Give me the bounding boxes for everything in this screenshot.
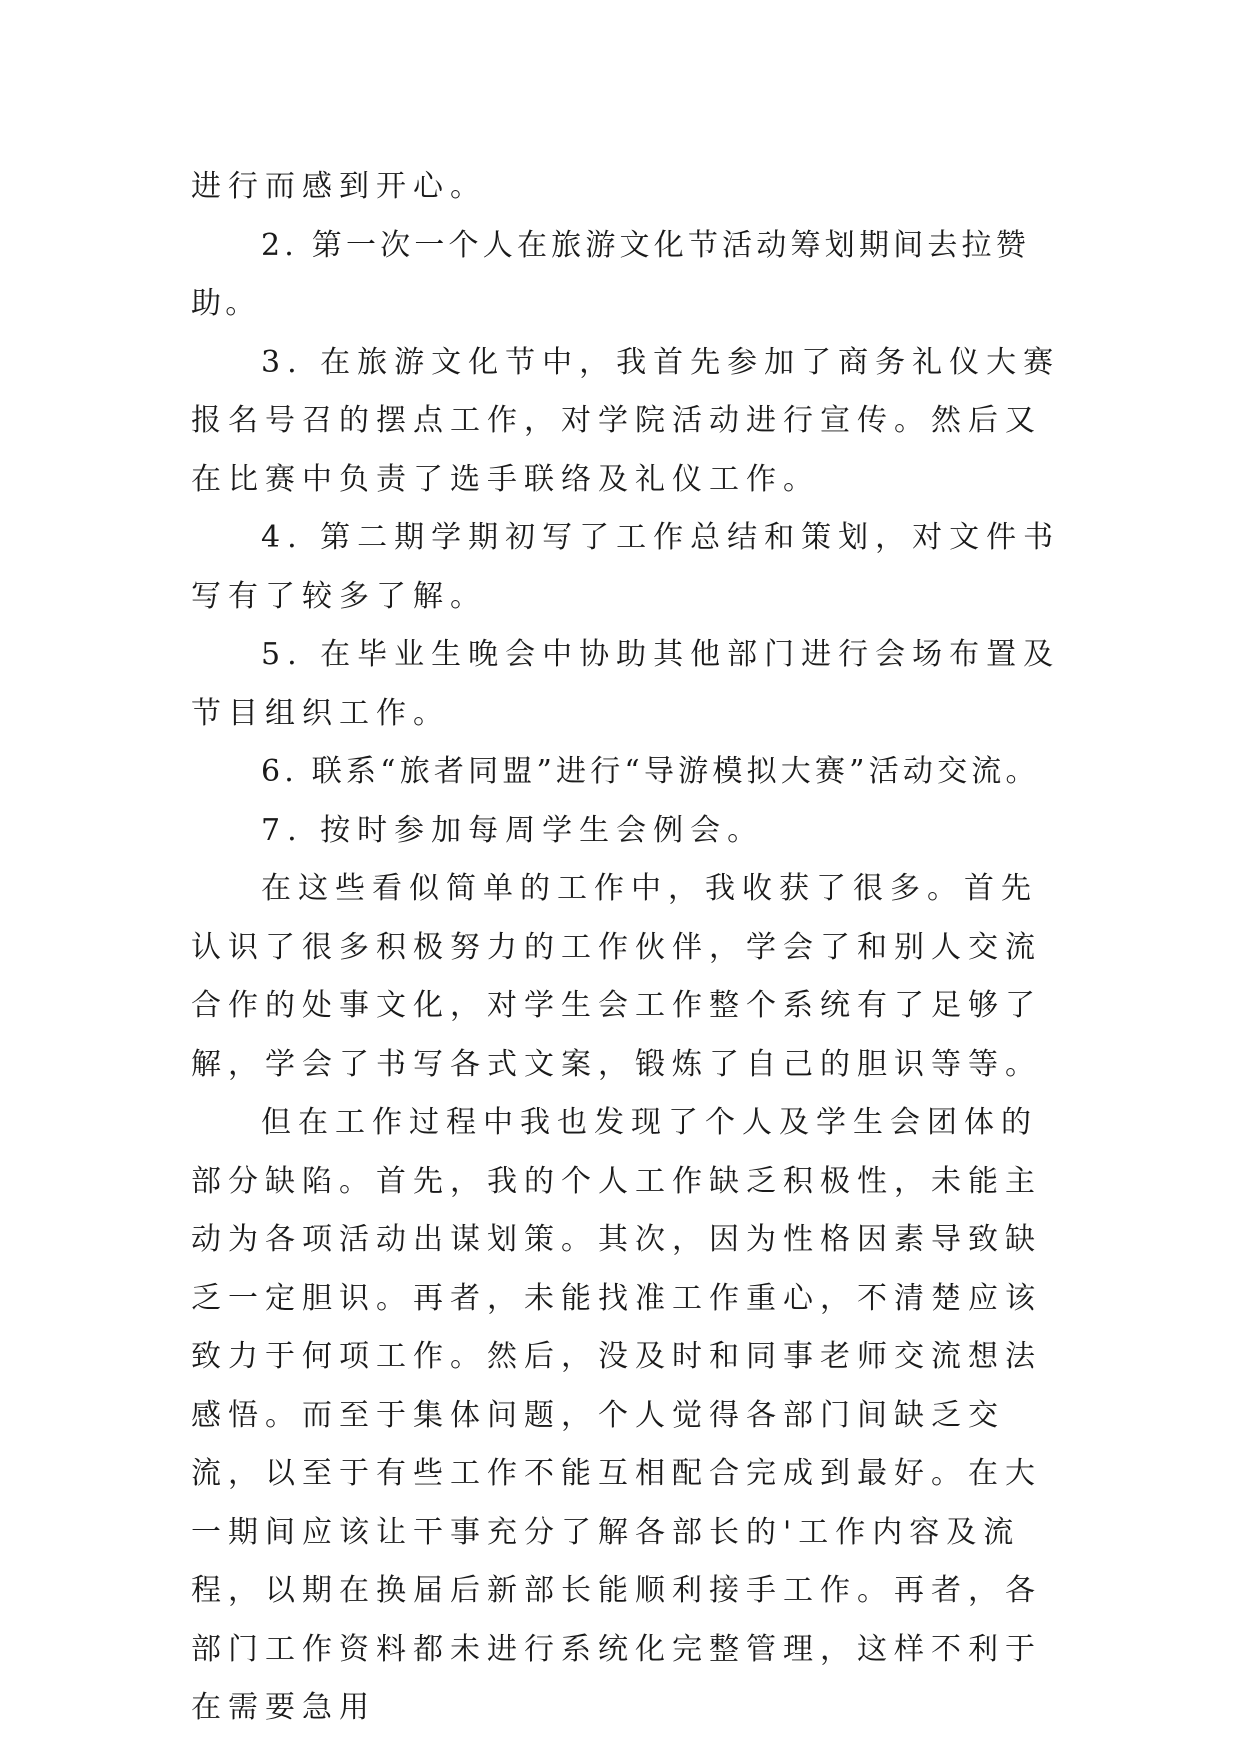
paragraph-continuation: 进行而感到开心。 bbox=[191, 169, 487, 204]
list-item-5: 5. 在毕业生晚会中协助其他部门进行会场布置及节目组织工作。 bbox=[191, 637, 1061, 731]
list-item-3: 3. 在旅游文化节中，我首先参加了商务礼仪大赛报名号召的摆点工作，对学院活动进行宣传。然后又在比赛中负责了选手联络及礼仪工作。 bbox=[191, 344, 1061, 497]
list-item-6: 6. 联系“旅者同盟”进行“导游模拟大赛”活动交流。 bbox=[261, 754, 1040, 789]
list-item-4: 4. 第二期学期初写了工作总结和策划，对文件书写有了较多了解。 bbox=[191, 520, 1061, 614]
list-item-7: 7. 按时参加每周学生会例会。 bbox=[261, 812, 765, 848]
paragraph-gains: 在这些看似简单的工作中，我收获了很多。首先认识了很多积极努力的工作伙伴，学会了和别人交流合作的处事文化，对学生会工作整个系统有了足够了解，学会了书写各式文案，锻炼了自己的胆识等等。 bbox=[191, 871, 1042, 1082]
document-body bbox=[191, 158, 1061, 1738]
paragraph-shortcomings: 但在工作过程中我也发现了个人及学生会团体的部分缺陷。首先，我的个人工作缺乏积极性，未能主动为各项活动出谋划策。其次，因为性格因素导致缺乏一定胆识。再者，未能找准工作重心，不清楚应该致力于何项工作。然后，没及时和同事老师交流想法感悟。而至于集体问题，个人觉得各部门间缺乏交流，以至于有些工作不能互相配合完成到最好。在大一期间应该让干事充分了解各部长的'工作内容及流程，以期在换届后新部长能顺利接手工作。再者，各部门工作资料都未进行系统化完整管理，这样不利于在需要急用 bbox=[191, 1105, 1042, 1725]
list-item-2: 2. 第一次一个人在旅游文化节活动筹划期间去拉赞助。 bbox=[191, 227, 1030, 321]
